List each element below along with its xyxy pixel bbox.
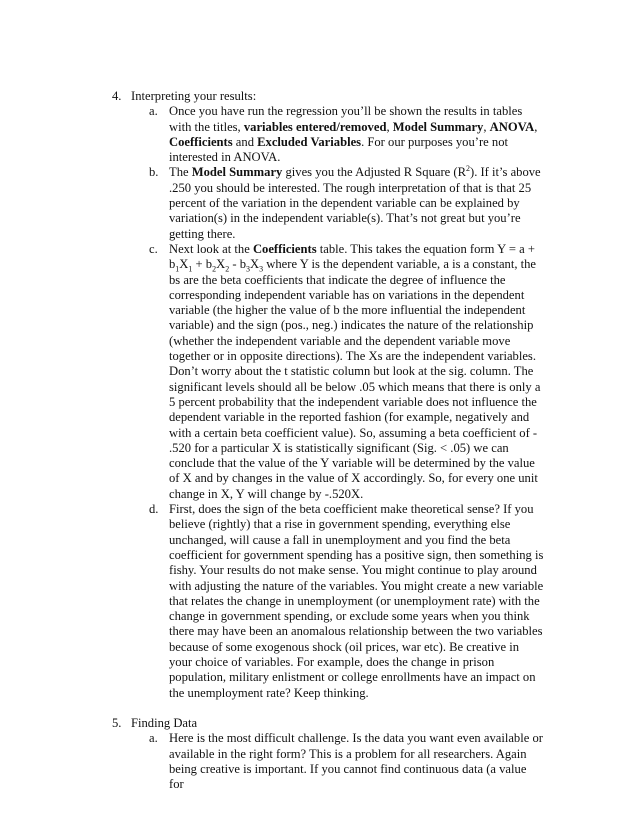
subscript: 1 xyxy=(188,264,193,274)
text-run: X xyxy=(216,257,226,272)
text-run: + b xyxy=(192,257,213,272)
item-letter: a. xyxy=(149,731,158,746)
section-gap xyxy=(112,701,544,716)
text-run: and xyxy=(232,134,258,149)
text-run: The xyxy=(169,165,192,180)
text-run: table. This takes the equation form Y = a + b xyxy=(169,241,535,272)
item-letter: b. xyxy=(149,165,159,180)
subscript: 3 xyxy=(259,264,264,274)
bold-term: Coefficients xyxy=(169,134,233,149)
subscript: 3 xyxy=(246,264,251,274)
text-run: Once you have run the regression you’ll be shown the results in tables with the titles, xyxy=(169,104,523,134)
bold-term: Excluded Variables xyxy=(257,134,362,149)
section-number: 5. xyxy=(112,716,122,731)
subscript: 2 xyxy=(225,264,230,274)
numbered-section xyxy=(112,89,544,104)
text-run: X xyxy=(250,257,260,272)
subscript: 1 xyxy=(175,264,180,274)
text-run: First, does the sign of the beta coefficient make theoretical sense? If you believe (rightly) that a rise in government spending, everything else unchanged, will cause a fall in unemployment and you find the beta coefficient for government spending has a positive sign, then something is fishy. Your results do not make sense. You might continue to play around with adjusting the nature of the variables. You might create a new variable that relates the change in unemployment (or unemployment rate) with the change in government spending, or exclude some years when you think there may have been an anomalous relationship between the two variables because of some exogenous shock (oil prices, war etc). Be creative in your choice of variables. For example, does the change in prison population, military enlistment or college enrollments have an impact on the unemployment rate? Keep thinking. xyxy=(169,502,544,700)
text-run: ). If it’s above .250 you should be interested. The rough interpretation of that is that 25 percent of the variation in the dependent variable can be explained by variation(s) in the independent variable(s). That’s not great but you’re getting there. xyxy=(169,165,541,241)
text-run: Here is the most difficult challenge. Is the data you want even available or available in the right form? This is a problem for all researchers. Again being creative is important. If you cannot find continuous data (a value for xyxy=(169,731,543,792)
text-run: where Y is the dependent variable, a is a constant, the bs are the beta coefficients that indicate the degree of influence the corresponding independent variable has on variations in the dependent variable (the higher the value of b the more influential the independent variable) and the sign (pos., neg.) indicates the nature of the relationship (whether the independent variable and the dependent variable move together or in opposite directions). The Xs are the independent variables. Don’t worry about the t statistic column but look at the sig. column. The significant levels should all be below .05 which means that there is only a 5 percent probability that the independent variable does not influence the dependent variable in the reported fashion (for example, negatively and with a certain beta coefficient value). So, assuming a beta coefficient of - .520 for a particular X is statistically significant (Sig. < .05) we can conclude that the value of the Y variable will be determined by the value of X and by changes in the value of X accordingly. So, for every one unit change in X, Y will change by -.520X. xyxy=(169,257,541,501)
document-body xyxy=(112,89,544,793)
text-run: gives you the Adjusted R Square (R xyxy=(282,165,466,180)
list-item xyxy=(112,104,544,165)
text-run: X xyxy=(179,257,189,272)
item-letter: d. xyxy=(149,502,159,517)
text-run: , xyxy=(386,119,393,134)
text-run: , xyxy=(483,119,490,134)
list-item xyxy=(112,502,544,701)
superscript: 2 xyxy=(466,164,470,174)
text-run: - b xyxy=(229,257,247,272)
bold-term: Model Summary xyxy=(392,119,484,134)
bold-term: Coefficients xyxy=(252,241,317,256)
list-item xyxy=(112,242,544,502)
bold-term: variables entered/removed xyxy=(243,119,387,134)
bold-term: ANOVA xyxy=(489,119,535,134)
item-letter: a. xyxy=(149,104,158,119)
text-run: . For our purposes you’re not interested in ANOVA. xyxy=(169,134,508,165)
subscript: 2 xyxy=(212,264,217,274)
numbered-section xyxy=(112,716,544,731)
bold-term: Model Summary xyxy=(191,165,283,180)
section-title: Interpreting your results: xyxy=(131,89,257,103)
list-item xyxy=(112,165,544,241)
sub-list xyxy=(112,104,544,701)
list-item xyxy=(112,731,544,792)
text-run: , xyxy=(534,119,538,134)
text-run: Next look at the xyxy=(169,241,253,256)
section-number: 4. xyxy=(112,89,122,103)
item-letter: c. xyxy=(149,241,158,256)
sub-list xyxy=(112,731,544,792)
section-title: Finding Data xyxy=(131,716,198,731)
